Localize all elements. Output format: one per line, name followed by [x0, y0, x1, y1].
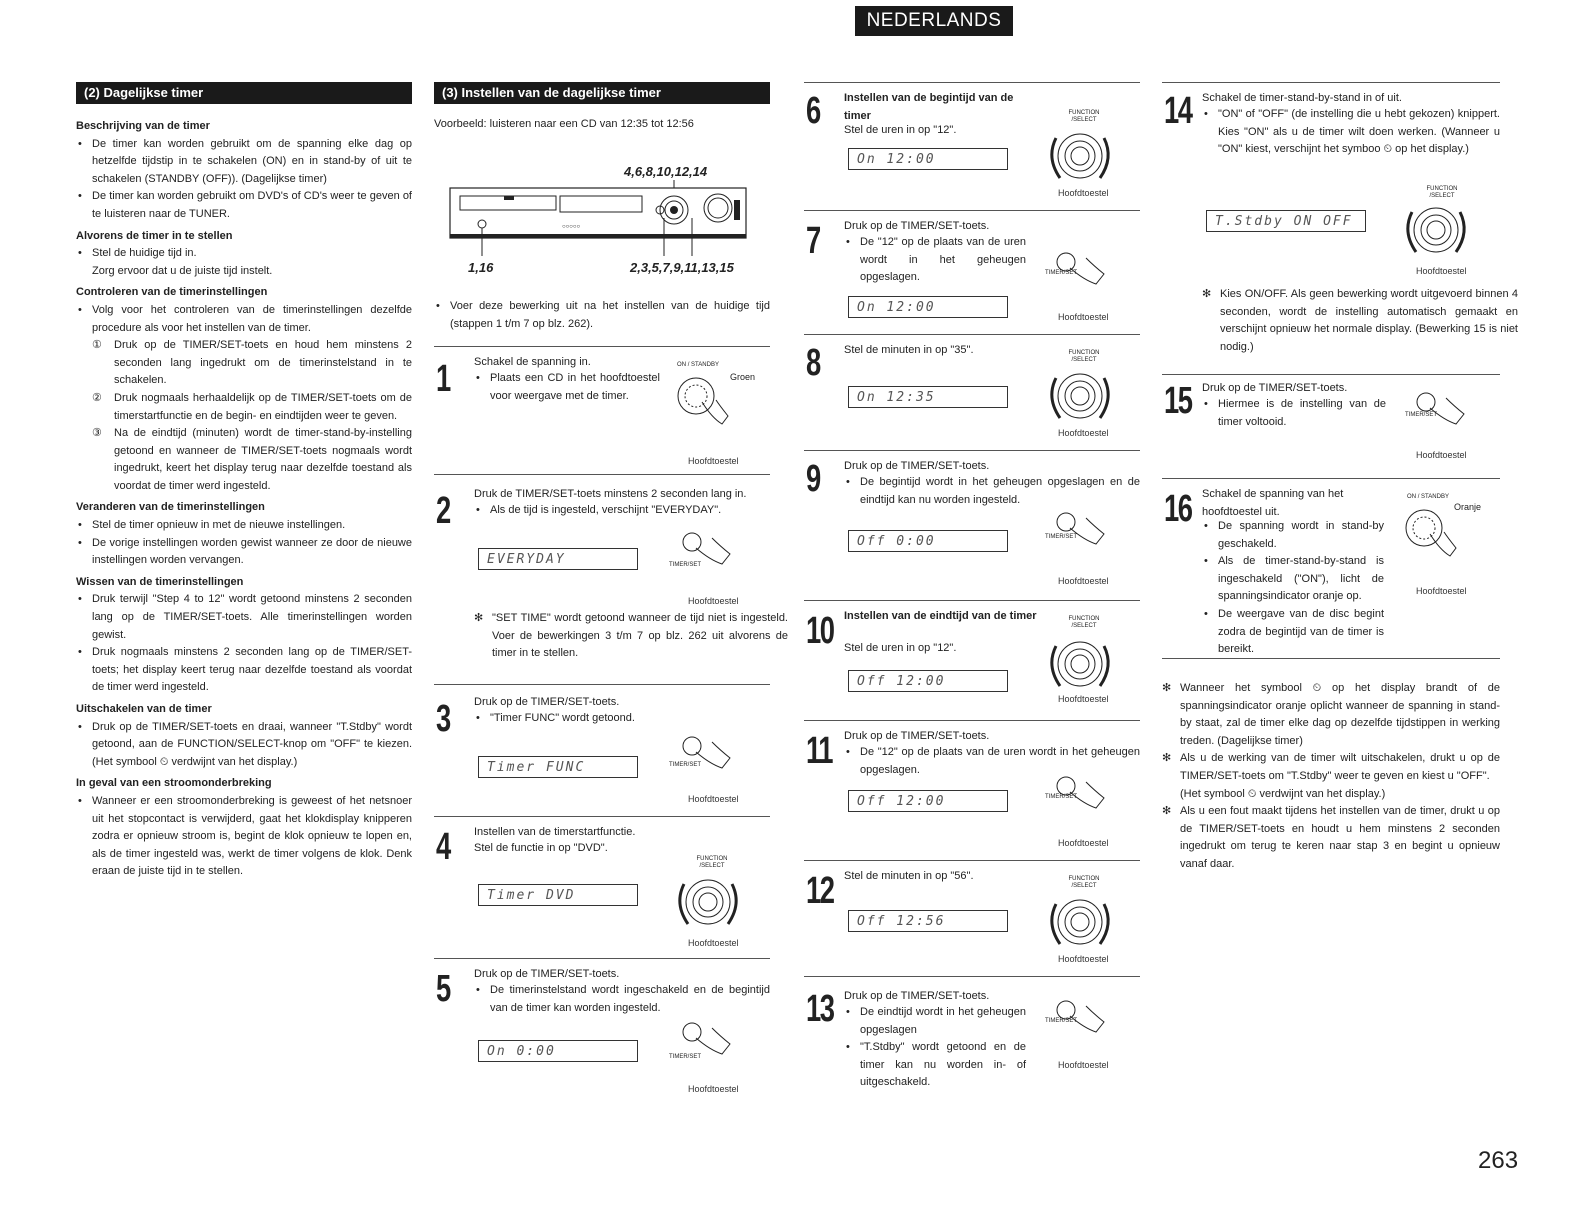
device-diagram: [434, 156, 770, 286]
timer-set-button-icon: [678, 1018, 758, 1078]
step-number: 12: [806, 870, 834, 912]
subheading: Beschrijving van de timer: [76, 120, 210, 132]
footnote: [474, 610, 788, 663]
divider: [804, 976, 1140, 977]
number-marker: ①: [92, 339, 102, 352]
unit-label: Hoofdtoestel: [688, 1084, 739, 1094]
step-3: [434, 694, 770, 804]
display-readout: T.Stdby ON OFF: [1206, 210, 1366, 232]
display-readout: On 12:00: [848, 296, 1008, 318]
step-12: [804, 868, 1140, 972]
timer-set-button-icon: [1052, 772, 1132, 832]
display-readout: Off 0:00: [848, 530, 1008, 552]
footnote: [1162, 680, 1500, 750]
subheading: Alvorens de timer in te stellen: [76, 229, 233, 242]
list-item: • Druk op de TIMER/SET-toets en draai, wanneer "T.Stdby" wordt getoond, aan de FUNCTION/SELECT-knop om "OFF" te kiezen. (Het symbool ⏲ verdwijnt van het display.): [76, 719, 412, 772]
list-item: • De "12" op de plaats van de uren wordt in het geheugen opgeslagen.: [844, 234, 1026, 287]
section-header-set-timer: (3) Instellen van de dagelijkse timer: [434, 82, 770, 104]
list-item: • Hiermee is de instelling van de timer voltooid.: [1202, 396, 1386, 431]
diagram-label-left: 1,16: [468, 260, 494, 275]
note-marker: ✻: [474, 612, 484, 624]
divider: [1162, 658, 1500, 659]
step-16: [1162, 486, 1500, 656]
unit-label: Hoofdtoestel: [688, 596, 739, 606]
list-item: • Als de tijd is ingesteld, verschijnt "EVERYDAY".: [474, 502, 770, 520]
step-number: 1: [436, 358, 450, 400]
list-item: • Druk nogmaals minstens 2 seconden lang op de TIMER/SET-toets; het display keert terug naar dezelfde toestand als voordat de timer werd ingesteld.: [76, 644, 412, 697]
column-steps-14-16: [1162, 82, 1518, 912]
list-item: • Volg voor het controleren van de timerinstellingen dezelfde procedure als voor het instellen van de timer.: [76, 302, 412, 337]
list-item: • De weergave van de disc begint zodra de begintijd van de timer is bereikt.: [1202, 606, 1384, 659]
step-number: 10: [806, 610, 834, 652]
list-item: • "T.Stdby" wordt getoond en de timer kan nu worden in- of uitgeschakeld.: [844, 1039, 1026, 1092]
step-text: Schakel de spanning in.: [474, 356, 591, 368]
footnote-text: Kies ON/OFF. Als geen bewerking wordt uitgevoerd binnen 4 seconden, wordt de instelling automatisch gemaakt en verschijnt opnieuw het normale display. (Bewerking 15 is niet nodig.): [1220, 288, 1518, 353]
step-number: 7: [806, 220, 820, 262]
button-label: TIMER/SET: [1044, 1018, 1077, 1024]
function-select-knob-icon: [1046, 890, 1116, 954]
timer-set-button-icon: [1052, 248, 1132, 308]
step-number: 14: [1164, 90, 1192, 132]
button-label: ON / STANDBY: [1407, 494, 1449, 500]
step-2: [434, 486, 788, 670]
function-select-knob-icon: [674, 870, 744, 934]
unit-label: Hoofdtoestel: [1058, 838, 1109, 848]
step-text: Stel de minuten in op "35".: [844, 344, 974, 356]
unit-label: Hoofdtoestel: [1058, 1060, 1109, 1070]
step-number: 15: [1164, 380, 1192, 422]
svg-text:○○○○○: ○○○○○: [562, 224, 581, 230]
section-header-daily-timer: (2) Dagelijkse timer: [76, 82, 412, 104]
indicator-color-label: Oranje: [1454, 502, 1482, 512]
footnote-text: (Het symbool ⏲ verdwijnt van het display.): [1180, 787, 1386, 800]
list-item: • De spanning wordt in stand-by geschakeld.: [1202, 518, 1384, 553]
step-number: 4: [436, 826, 450, 868]
list-item: • De "12" op de plaats van de uren wordt in het geheugen opgeslagen.: [844, 744, 1140, 779]
numbered-item: [92, 390, 412, 425]
step-number: 16: [1164, 488, 1192, 530]
divider: [1162, 374, 1500, 375]
list-item: • Plaats een CD in het hoofdtoestel voor weergave met de timer.: [474, 370, 660, 405]
footnote-text: Als u de werking van de timer wilt uitschakelen, drukt u op de TIMER/SET-toets om "T.Stdby" weer te geven en kiest u "OFF".: [1180, 752, 1500, 782]
example-text: Voorbeeld: luisteren naar een CD van 12:35 tot 12:56: [434, 118, 694, 130]
divider: [804, 210, 1140, 211]
footnote: [1202, 286, 1518, 356]
divider: [434, 816, 770, 817]
footnote: [1162, 803, 1500, 873]
numbered-item-text: Druk op de TIMER/SET-toets en houd hem minstens 2 seconden lang ingedrukt om de timerinstelstand in te schakelen.: [114, 339, 412, 387]
unit-label: Hoofdtoestel: [1058, 694, 1109, 704]
display-readout: On 0:00: [478, 1040, 638, 1062]
display-readout: Off 12:56: [848, 910, 1008, 932]
step-10: [804, 608, 1140, 716]
step-11: [804, 728, 1140, 854]
list-item: • De eindtijd wordt in het geheugen opgeslagen: [844, 1004, 1026, 1039]
step-text: Schakel de spanning van het hoofdtoestel uit.: [1202, 488, 1344, 518]
divider: [434, 346, 770, 347]
unit-label: Hoofdtoestel: [688, 794, 739, 804]
button-label: FUNCTION /SELECT: [1068, 110, 1100, 123]
divider: [804, 450, 1140, 451]
subheading: In geval van een stroomonderbreking: [76, 777, 272, 790]
power-button-icon: [1402, 504, 1482, 574]
step-9: [804, 458, 1140, 594]
numbered-item-text: Na de eindtijd (minuten) wordt de timer-stand-by-instelling getoond en wanneer de TIMER/SET-toets nogmaals wordt ingedrukt, keert het display terug naar dezelfde toestand als voordat de timer werd ingesteld.: [114, 427, 412, 492]
diagram-label-right: 2,3,5,7,9,11,13,15: [630, 260, 734, 275]
step-text: Druk op de TIMER/SET-toets.: [474, 696, 620, 708]
step-number: 8: [806, 342, 820, 384]
divider: [804, 82, 1140, 83]
display-readout: EVERYDAY: [478, 548, 638, 570]
divider: [804, 860, 1140, 861]
timer-set-button-icon: [678, 528, 758, 588]
list-item: • Druk terwijl "Step 4 to 12" wordt getoond minstens 2 seconden lang op de TIMER/SET-toets. Alle timerinstellingen worden gewist.: [76, 591, 412, 644]
subheading: Uitschakelen van de timer: [76, 703, 212, 715]
step-number: 11: [806, 730, 833, 772]
divider: [804, 334, 1140, 335]
step-number: 2: [436, 490, 450, 532]
footnote-text: "SET TIME" wordt getoond wanneer de tijd niet is ingesteld. Voer de bewerkingen 3 t/m 7 op blz. 262 uit alvorens de timer in te stellen.: [492, 612, 788, 660]
step-text: Druk op de TIMER/SET-toets.: [844, 220, 990, 232]
display-readout: On 12:35: [848, 386, 1008, 408]
step-15: [1162, 380, 1500, 470]
button-label: TIMER/SET: [668, 1054, 701, 1060]
display-readout: Timer DVD: [478, 884, 638, 906]
list-item: • Als de timer-stand-by-stand is ingeschakeld ("ON"), licht de spanningsindicator oranje op.: [1202, 553, 1384, 606]
list-item: • Voer deze bewerking uit na het instellen van de huidige tijd (stappen 1 t/m 7 op blz. 262).: [434, 298, 770, 333]
note-marker: ✻: [1202, 288, 1212, 300]
number-marker: ③: [92, 427, 102, 440]
list-item: • Wanneer er een stroomonderbreking is geweest of het netsnoer uit het stopcontact is verwijderd, gaat het klokdisplay knipperen zodra er opnieuw stroom is, begint de klok opnieuw te lopen en, als de timer ingesteld was, werkt de timer volgens de klok. Denk eraan de juiste tijd in te stellen.: [76, 793, 412, 881]
divider: [434, 474, 770, 475]
button-label: TIMER/SET: [1044, 534, 1077, 540]
column-set-timer: [434, 82, 788, 1122]
diagram-label-top: 4,6,8,10,12,14: [624, 164, 708, 179]
indicator-color-label: Groen: [730, 372, 756, 382]
unit-label: Hoofdtoestel: [1416, 586, 1467, 596]
step-6: [804, 90, 1140, 206]
display-readout: Timer FUNC: [478, 756, 638, 778]
step-number: 5: [436, 968, 450, 1010]
button-label: TIMER/SET: [668, 762, 701, 768]
display-readout: Off 12:00: [848, 670, 1008, 692]
step-4: [434, 824, 770, 950]
paragraph: Zorg ervoor dat u de juiste tijd instelt.: [92, 264, 273, 277]
button-label: FUNCTION /SELECT: [696, 856, 728, 869]
step-8: [804, 342, 1140, 446]
button-label: FUNCTION /SELECT: [1068, 350, 1100, 363]
note-marker: ✻: [1162, 752, 1172, 765]
subheading: Wissen van de timerinstellingen: [76, 575, 244, 588]
function-select-knob-icon: [1402, 198, 1472, 262]
button-label: TIMER/SET: [1044, 794, 1077, 800]
numbered-item-text: Druk nogmaals herhaaldelijk op de TIMER/SET-toets om de timerstartfunctie en de begin- en eindtijden weer te geven.: [114, 391, 412, 422]
list-item: • De vorige instellingen worden gewist wanneer ze door de nieuwe instellingen worden vervangen.: [76, 535, 412, 570]
divider: [1162, 478, 1500, 479]
divider: [434, 958, 770, 959]
display-readout: Off 12:00: [848, 790, 1008, 812]
footnote-text: Wanneer het symbool ⏲ op het display brandt of de spanningsindicator oranje oplicht wanneer de spanning in stand-by staat, zal de timer elke dag op dezelfde tijdstippen in werking treden. (Dagelijkse timer): [1180, 682, 1500, 747]
divider: [1162, 82, 1500, 83]
button-label: FUNCTION /SELECT: [1068, 616, 1100, 629]
page-number: 263: [1478, 1147, 1519, 1174]
unit-label: Hoofdtoestel: [688, 938, 739, 948]
step-text: Druk de TIMER/SET-toets minstens 2 seconden lang in.: [474, 488, 747, 500]
step-13: [804, 988, 1140, 1092]
list-item: • Stel de huidige tijd in.: [76, 245, 412, 263]
numbered-item: [92, 425, 412, 495]
footnote: [1162, 786, 1500, 804]
numbered-item: [92, 337, 412, 390]
timer-set-button-icon: [1052, 996, 1132, 1056]
divider: [804, 720, 1140, 721]
subheading: Veranderen van de timerinstellingen: [76, 501, 265, 514]
unit-label: Hoofdtoestel: [1416, 266, 1467, 276]
step-number: 13: [806, 988, 834, 1030]
step-text: Druk op de TIMER/SET-toets.: [1202, 382, 1348, 394]
step-number: 9: [806, 458, 820, 500]
unit-label: Hoofdtoestel: [1058, 188, 1109, 198]
step-number: 3: [436, 698, 450, 740]
list-item: • Stel de timer opnieuw in met de nieuwe instellingen.: [76, 517, 412, 535]
step-number: 6: [806, 90, 820, 132]
function-select-knob-icon: [1046, 364, 1116, 428]
unit-label: Hoofdtoestel: [688, 456, 739, 466]
list-item: • "ON" of "OFF" (de instelling die u hebt gekozen) knippert. Kies "ON" als u de timer wilt doen werken. (Wanneer u "ON" kiest, verschijnt het symboo ⏲ op het display.): [1202, 106, 1500, 159]
function-select-knob-icon: [1046, 632, 1116, 696]
divider: [804, 600, 1140, 601]
list-item: • De timerinstelstand wordt ingeschakeld en de begintijd van de timer kan worden ingesteld.: [474, 982, 770, 1017]
column-daily-timer: [76, 82, 412, 881]
step-text: Stel de uren in op "12".: [844, 642, 957, 654]
button-label: TIMER/SET: [1044, 270, 1077, 276]
step-text: Instellen van de timerstartfunctie.: [474, 826, 636, 838]
footnote-text: Als u een fout maakt tijdens het instellen van de timer, drukt u op de TIMER/SET-toets en houdt u hem minstens 2 seconden ingedrukt om terug te keren naar stap 3 en begint u opnieuw vanaf daar.: [1180, 805, 1500, 870]
step-text: Schakel de timer-stand-by-stand in of uit.: [1202, 92, 1402, 104]
step-text: Druk op de TIMER/SET-toets.: [844, 990, 990, 1002]
notes-block: [1162, 680, 1500, 874]
step-5: [434, 966, 770, 1096]
step-text: Druk op de TIMER/SET-toets.: [844, 730, 990, 742]
button-label: FUNCTION /SELECT: [1426, 186, 1458, 199]
list-item: • De timer kan worden gebruikt om de spanning elke dag op hetzelfde tijdstip in te schakelen (ON) en in stand-by of uit te schakelen (STANDBY (OFF)). (Dagelijkse timer): [76, 136, 412, 189]
column-steps-6-13: [804, 82, 1140, 1092]
step-title: Instellen van de eindtijd van de timer: [844, 610, 1037, 622]
step-text: Stel de minuten in op "56".: [844, 870, 974, 882]
step-title: Instellen van de begintijd van de timer: [844, 92, 1014, 122]
unit-label: Hoofdtoestel: [1058, 312, 1109, 322]
subheading: Controleren van de timerinstellingen: [76, 286, 268, 299]
unit-label: Hoofdtoestel: [1058, 576, 1109, 586]
unit-label: Hoofdtoestel: [1058, 428, 1109, 438]
unit-label: Hoofdtoestel: [1416, 450, 1467, 460]
button-label: ON / STANDBY: [677, 362, 719, 368]
list-item: • De begintijd wordt in het geheugen opgeslagen en de eindtijd kan nu worden ingesteld.: [844, 474, 1140, 509]
step-7: [804, 218, 1140, 330]
step-14: [1162, 90, 1518, 360]
step-text: Stel de functie in op "DVD".: [474, 842, 608, 854]
button-label: FUNCTION /SELECT: [1068, 876, 1100, 889]
language-tab: NEDERLANDS: [855, 6, 1013, 36]
step-text: Druk op de TIMER/SET-toets.: [474, 968, 620, 980]
list-item: • "Timer FUNC" wordt getoond.: [474, 710, 770, 728]
function-select-knob-icon: [1046, 124, 1116, 188]
step-1: [434, 354, 770, 466]
button-label: TIMER/SET: [668, 562, 701, 568]
unit-label: Hoofdtoestel: [1058, 954, 1109, 964]
note-marker: ✻: [1162, 682, 1172, 694]
number-marker: ②: [92, 391, 102, 404]
step-text: Druk op de TIMER/SET-toets.: [844, 460, 990, 472]
note-marker: ✻: [1162, 805, 1172, 818]
footnote: [1162, 750, 1500, 785]
list-item: • De timer kan worden gebruikt om DVD's of CD's weer te geven of te luisteren naar de TUNER.: [76, 188, 412, 223]
display-readout: On 12:00: [848, 148, 1008, 170]
button-label: TIMER/SET: [1404, 412, 1437, 418]
step-text: Stel de uren in op "12".: [844, 124, 957, 136]
divider: [434, 684, 770, 685]
